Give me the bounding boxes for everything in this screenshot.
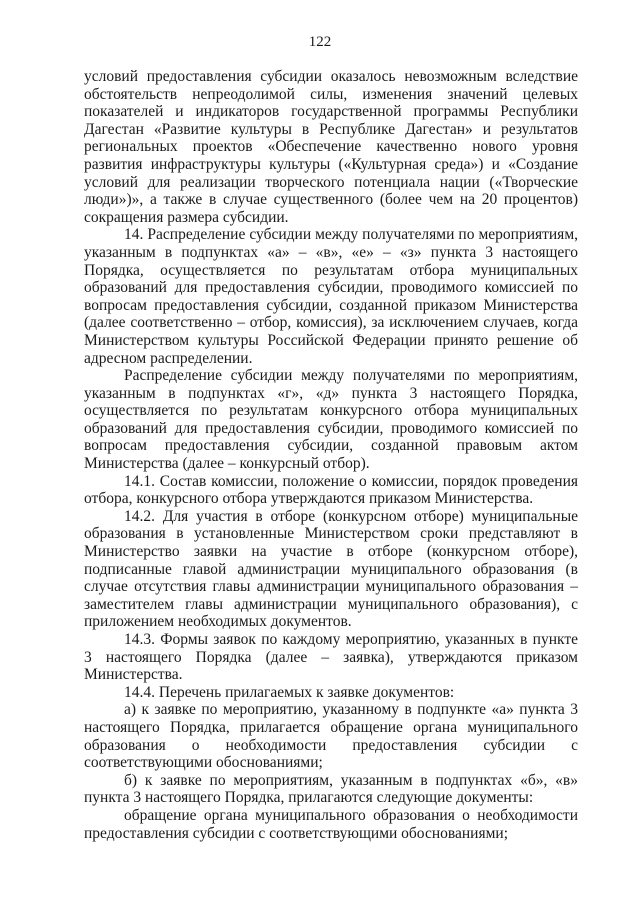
paragraph: 14.3. Формы заявок по каждому мероприятию, указанных в пункте 3 настоящего Порядка (далее – заявка), утверждаются приказом Министерства. xyxy=(84,631,578,684)
paragraph: 14.1. Состав комиссии, положение о комиссии, порядок проведения отбора, конкурсного отбора утверждаются приказом Министерства. xyxy=(84,472,578,508)
paragraph: 14.4. Перечень прилагаемых к заявке документов: xyxy=(124,683,455,701)
paragraph: б) к заявке по мероприятиям, указанным в подпунктах «б», «в» пункта 3 настоящего Порядка, прилагаются следующие документы: xyxy=(84,771,578,807)
paragraph: 14.2. Для участия в отборе (конкурсном отборе) муниципальные образования в установленные Министерством сроки представляют в Министерство заявки на участие в отборе (конкурсном отборе), подписанные главой администрации муниципального образования (в случае отсутствия главы администрации муниципального образования – заместителем главы администрации муниципального образования), с приложением необходимых документов. xyxy=(84,507,578,631)
paragraph: а) к заявке по мероприятию, указанному в подпункте «а» пункта 3 настоящего Порядка, прилагается обращение органа муниципального образования о необходимости предоставления субсидии с соответствующими обоснованиями; xyxy=(84,701,578,772)
paragraph: Распределение субсидии между получателями по мероприятиям, указанным в подпунктах «г», «д» пункта 3 настоящего Порядка, осуществляется по результатам конкурсного отбора муниципальных образований для предоставления субсидии, проводимого комиссией по вопросам предоставления субсидии, созданной правовым актом Министерства (далее – конкурсный отбор). xyxy=(84,367,578,473)
document-body xyxy=(84,68,578,842)
paragraph: 14. Распределение субсидии между получателями по мероприятиям, указанным в подпунктах «а» – «в», «е» – «з» пункта 3 настоящего Порядка, осуществляется по результатам отбора муниципальных образований для предоставления субсидии, проводимого комиссией по вопросам предоставления субсидии, созданной приказом Министерства (далее соответственно – отбор, комиссия), за исключением случаев, когда Министерством культуры Российской Федерации принято решение об адресном распределении. xyxy=(84,226,578,367)
page-number: 122 xyxy=(308,34,332,50)
paragraph: условий предоставления субсидии оказалось невозможным вследствие обстоятельств непреодолимой силы, изменения значений целевых показателей и индикаторов государственной программы Республики Дагестан «Развитие культуры в Республике Дагестан» и результатов региональных проектов «Обеспечение качественно нового уровня развития инфраструктуры культуры («Культурная среда») и «Создание условий для реализации творческого потенциала нации («Творческие люди»)», а также в случае существенного (более чем на 20 процентов) сокращения размера субсидии. xyxy=(84,68,578,226)
paragraph: обращение органа муниципального образования о необходимости предоставления субсидии с соответствующими обоснованиями; xyxy=(84,806,578,842)
